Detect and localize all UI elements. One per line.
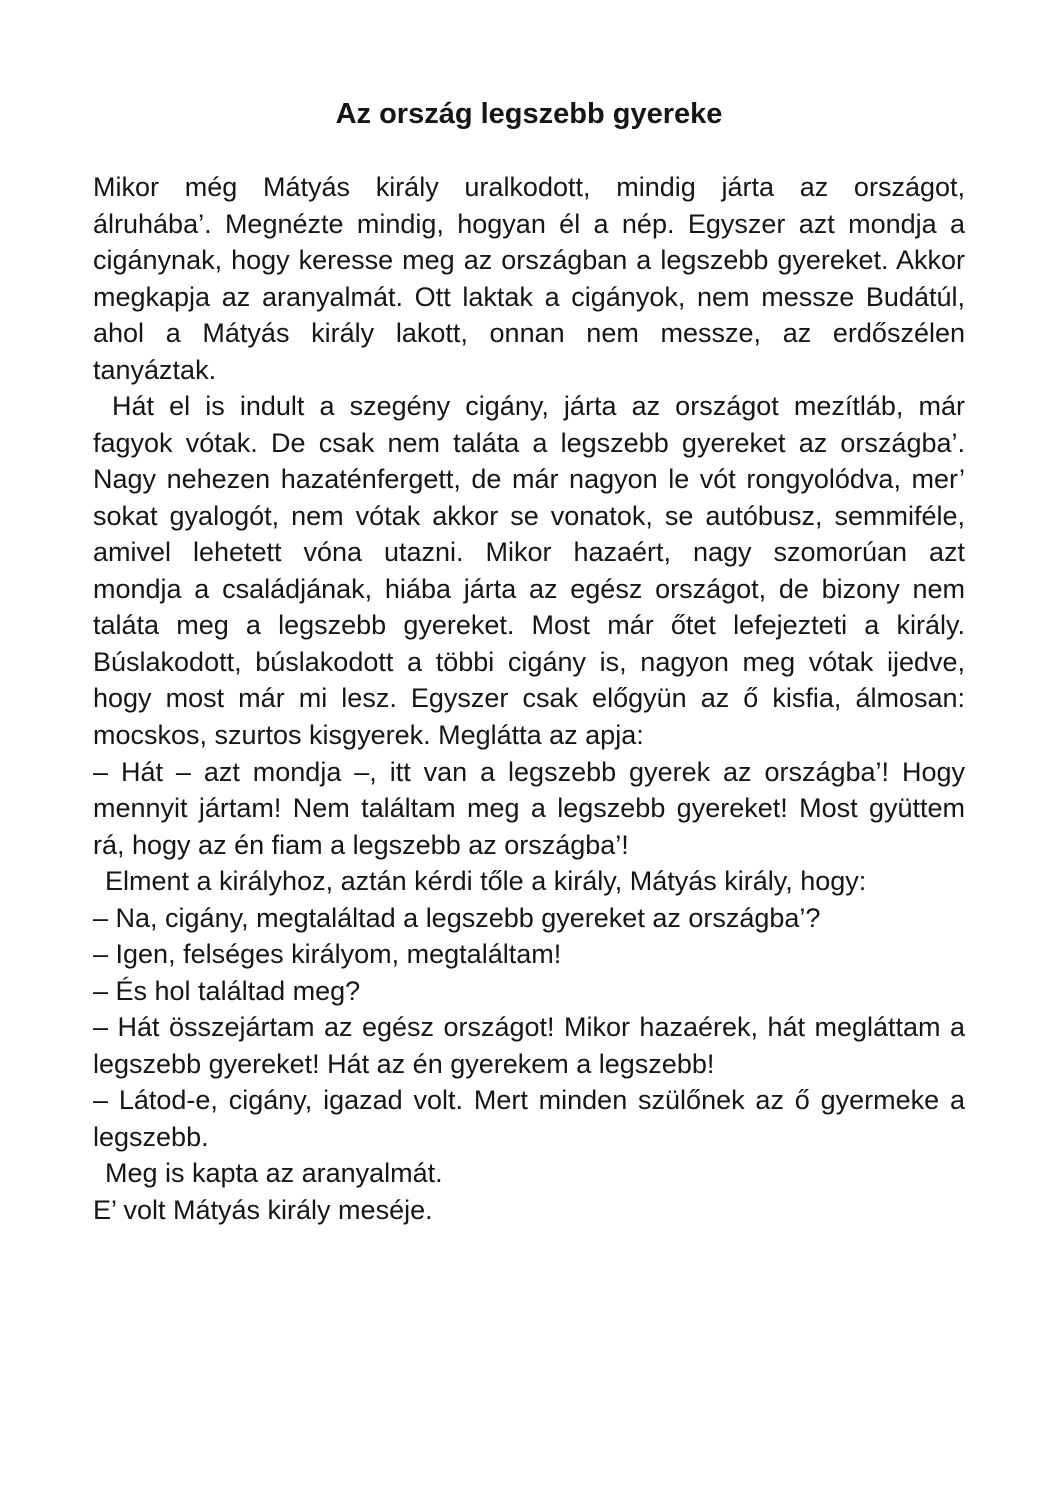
text-line: álruhába’. Megnézte mindig, hogyan él a nép. Egyszer azt mondja a — [93, 208, 965, 239]
text-line: Hát el is indult a szegény cigány, járta az országot mezítláb, már — [112, 391, 965, 422]
text-line: – Hát – azt mondja –, itt van a legszebb gyerek az országba’! Hogy — [93, 756, 965, 787]
text-line: fagyok vótak. De csak nem taláta a legszebb gyereket az országba’. — [93, 427, 965, 458]
text-line: Elment a királyhoz, aztán kérdi tőle a király, Mátyás király, hogy: — [105, 866, 867, 897]
text-line: tanyáztak. — [93, 354, 217, 385]
text-line: megkapja az aranyalmát. Ott laktak a cigányok, nem messze Budátúl, — [93, 281, 965, 312]
text-line: – Na, cigány, megtaláltad a legszebb gyereket az országba’? — [93, 902, 821, 933]
text-line: Nagy nehezen hazaténfergett, de már nagyon le vót rongyolódva, mer’ — [93, 464, 965, 495]
text-line: ahol a Mátyás király lakott, onnan nem messze, az erdőszélen — [93, 318, 965, 349]
text-line: legszebb. — [93, 1121, 209, 1152]
text-line: Búslakodott, búslakodott a többi cigány is, nagyon meg vótak ijedve, — [93, 646, 965, 677]
text-line: taláta meg a legszebb gyereket. Most már őtet lefejezteti a király. — [93, 610, 965, 641]
text-line: Mikor még Mátyás király uralkodott, mindig járta az országot, — [93, 172, 965, 202]
text-line: – Igen, felséges királyom, megtaláltam! — [93, 939, 562, 970]
text-line: cigánynak, hogy keresse meg az országban a legszebb gyereket. Akkor — [93, 245, 965, 276]
text-lines — [93, 169, 965, 1228]
text-line: – És hol találtad meg? — [93, 975, 361, 1006]
text-line: rá, hogy az én fiam a legszebb az országba’! — [93, 829, 629, 860]
text-line: Meg is kapta az aranyalmát. — [105, 1158, 443, 1189]
text-line: – Látod-e, cigány, igazad volt. Mert minden szülőnek az ő gyermeke a — [93, 1085, 965, 1116]
text-line: mennyit jártam! Nem találtam meg a legszebb gyereket! Most gyüttem — [93, 793, 965, 824]
text-line: E’ volt Mátyás király meséje. — [93, 1194, 433, 1225]
document-title: Az ország legszebb gyereke — [335, 98, 723, 130]
text-line: hogy most már mi lesz. Egyszer csak előgyün az ő kisfia, álmosan: — [93, 683, 965, 714]
text-line: mondja a családjának, hiába járta az egész országot, de bizony nem — [93, 573, 965, 604]
text-line: – Hát összejártam az egész országot! Mikor hazaérek, hát megláttam a — [93, 1012, 965, 1043]
document-content — [93, 96, 965, 1228]
text-line: amivel lehetett vóna utazni. Mikor hazaért, nagy szomorúan azt — [93, 537, 965, 568]
text-line: legszebb gyereket! Hát az én gyerekem a legszebb! — [93, 1048, 715, 1079]
text-line: sokat gyalogót, nem vótak akkor se vonatok, se autóbusz, semmiféle, — [93, 500, 965, 531]
text-line: mocskos, szurtos kisgyerek. Meglátta az apja: — [93, 719, 644, 750]
